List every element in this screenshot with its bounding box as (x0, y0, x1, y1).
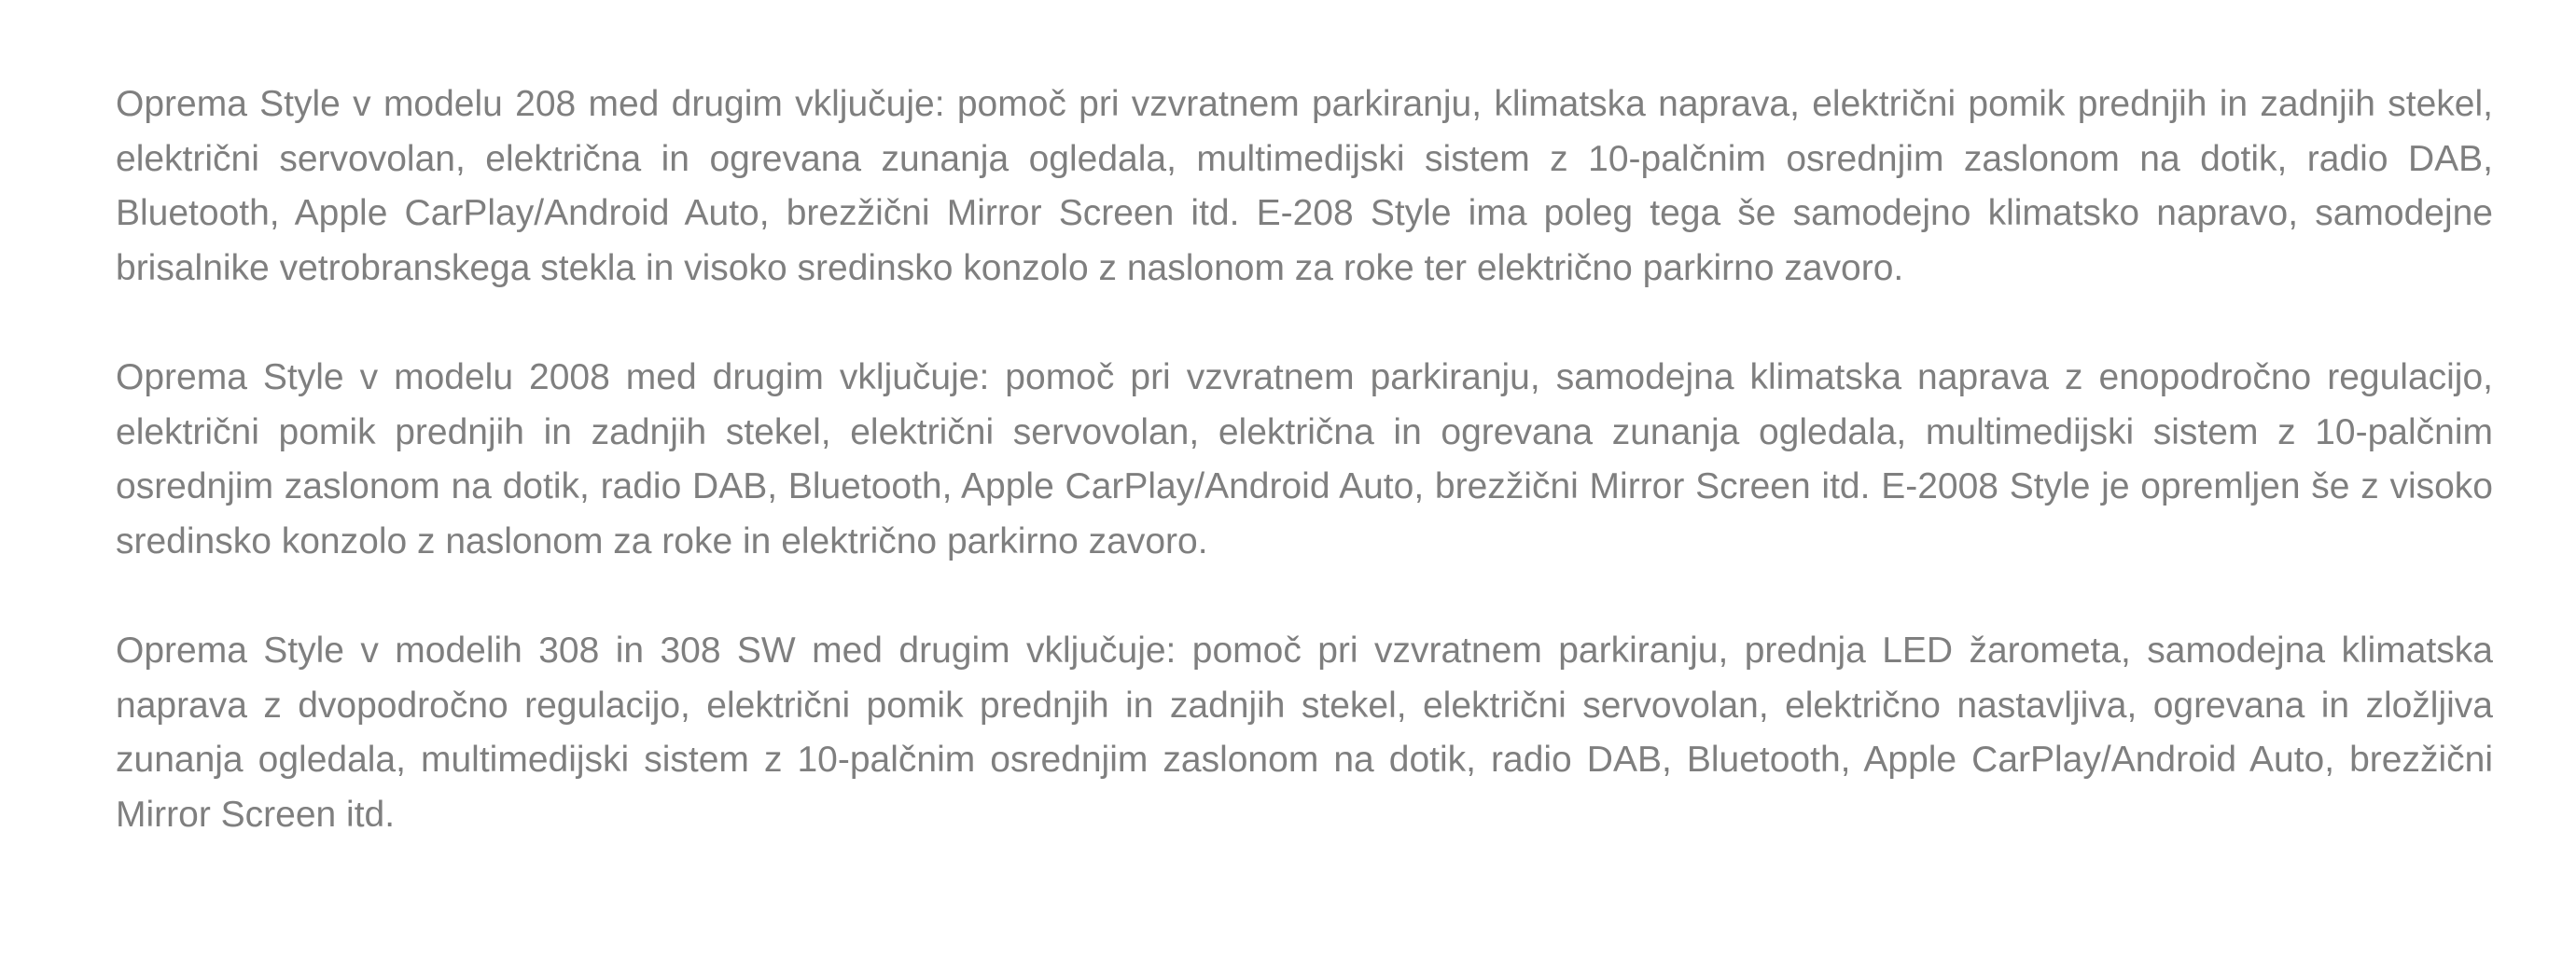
paragraph-peugeot-2008-style: Oprema Style v modelu 2008 med drugim vključuje: pomoč pri vzvratnem parkiranju, samodejna klimatska naprava z enopodročno regulacijo, električni pomik prednjih in zadnjih stekel, električni servovolan, električna in ogrevana zunanja ogledala, multimedijski sistem z 10-palčnim osrednjim zaslonom na dotik, radio DAB, Bluetooth, Apple CarPlay/Android Auto, brezžični Mirror Screen itd. E-2008 Style je opremljen še z visoko sredinsko konzolo z naslonom za roke in električno parkirno zavoro. (116, 357, 2493, 561)
paragraph-peugeot-208-style: Oprema Style v modelu 208 med drugim vključuje: pomoč pri vzvratnem parkiranju, klimatska naprava, električni pomik prednjih in zadnjih stekel, električni servovolan, električna in ogrevana zunanja ogledala, multimedijski sistem z 10-palčnim osrednjim zaslonom na dotik, radio DAB, Bluetooth, Apple CarPlay/Android Auto, brezžični Mirror Screen itd. E-208 Style ima poleg tega še samodejno klimatsko napravo, samodejne brisalnike vetrobranskega stekla in visoko sredinsko konzolo z naslonom za roke ter električno parkirno zavoro. (116, 84, 2493, 288)
document-body (116, 77, 2493, 842)
paragraph-peugeot-308-style: Oprema Style v modelih 308 in 308 SW med drugim vključuje: pomoč pri vzvratnem parkiranju, prednja LED žarometa, samodejna klimatska naprava z dvopodročno regulacijo, električni pomik prednjih in zadnjih stekel, električni servovolan, električno nastavljiva, ogrevana in zložljiva zunanja ogledala, multimedijski sistem z 10-palčnim osrednjim zaslonom na dotik, radio DAB, Bluetooth, Apple CarPlay/Android Auto, brezžični Mirror Screen itd. (116, 630, 2493, 835)
